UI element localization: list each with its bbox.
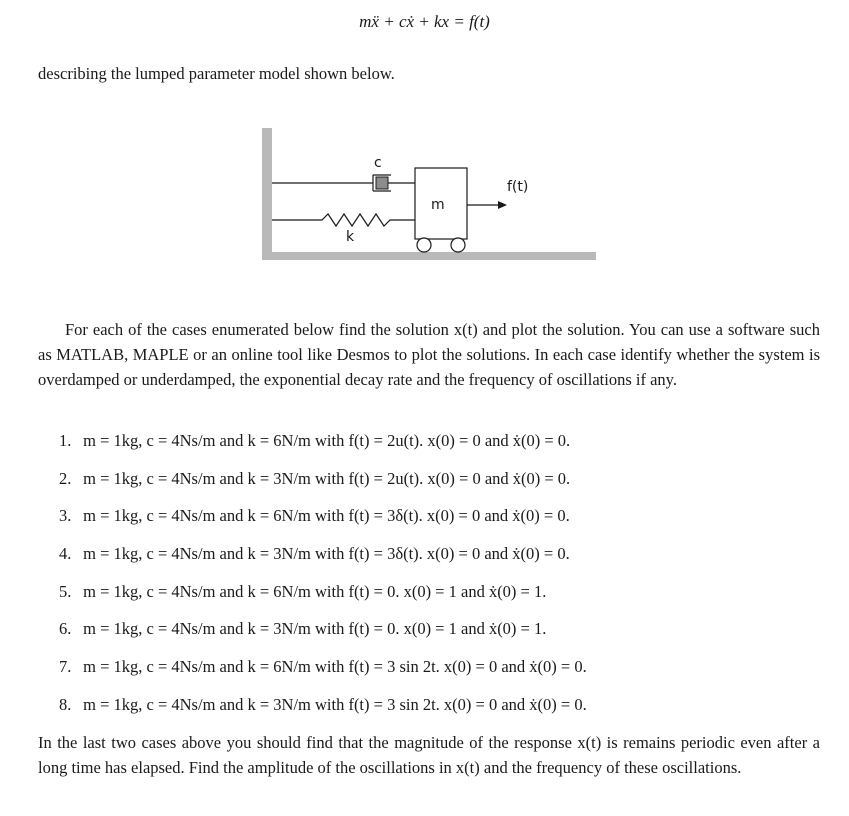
case-text: m = 1kg, c = 4Ns/m and k = 3N/m with f(t) = 2u(t). x(0) = 0 and ẋ(0) = 0.: [83, 468, 571, 488]
spring-label: k: [346, 229, 355, 245]
followup-paragraph: In the last two cases above you should find that the magnitude of the response x(t) is remains periodic even after a long time has elapsed. Find the amplitude of the oscillations in x(t) and the frequency of these oscillations.: [38, 733, 820, 777]
intro-text: describing the lumped parameter model shown below.: [38, 64, 395, 83]
force-label: f(t): [507, 179, 529, 195]
list-item: [59, 541, 587, 579]
spring: [272, 214, 415, 226]
damper-piston: [376, 177, 388, 189]
case-number: 5.: [59, 581, 72, 601]
case-number: 7.: [59, 657, 72, 677]
case-list: [59, 428, 587, 730]
list-item: [59, 654, 587, 692]
list-item: [59, 466, 587, 504]
problem-paragraph: For each of the cases enumerated below find the solution x(t) and plot the solution. You can use a software such as MATLAB, MAPLE or an online tool like Desmos to plot the solutions. In each case identify whether the system is overdamped or underdamped, the exponential decay rate and the frequency of oscillations if any.: [38, 320, 820, 389]
case-number: 6.: [59, 619, 72, 639]
case-number: 2.: [59, 468, 72, 488]
figure-svg: [258, 124, 598, 264]
list-item: [59, 692, 587, 730]
case-text: m = 1kg, c = 4Ns/m and k = 6N/m with f(t) = 3 sin 2t. x(0) = 0 and ẋ(0) = 0.: [83, 657, 587, 677]
list-item: [59, 616, 587, 654]
case-text: m = 1kg, c = 4Ns/m and k = 3N/m with f(t) = 3δ(t). x(0) = 0 and ẋ(0) = 0.: [83, 544, 570, 564]
mass-label: m: [431, 197, 445, 213]
case-text: m = 1kg, c = 4Ns/m and k = 6N/m with f(t) = 0. x(0) = 1 and ẋ(0) = 1.: [83, 581, 547, 601]
case-text: m = 1kg, c = 4Ns/m and k = 6N/m with f(t) = 3δ(t). x(0) = 0 and ẋ(0) = 0.: [83, 506, 570, 526]
case-number: 3.: [59, 506, 72, 526]
case-text: m = 1kg, c = 4Ns/m and k = 3N/m with f(t) = 0. x(0) = 1 and ẋ(0) = 1.: [83, 619, 547, 639]
case-text: m = 1kg, c = 4Ns/m and k = 3N/m with f(t) = 3 sin 2t. x(0) = 0 and ẋ(0) = 0.: [83, 694, 587, 714]
case-number: 4.: [59, 544, 72, 564]
wheel-left: [417, 238, 431, 252]
mass-spring-damper-figure: [258, 124, 598, 264]
list-item: [59, 503, 587, 541]
list-item: [59, 579, 587, 617]
force-arrow-head: [498, 201, 507, 209]
list-item: [59, 428, 587, 466]
case-number: 8.: [59, 694, 72, 714]
case-number: 1.: [59, 431, 72, 450]
wheel-right: [451, 238, 465, 252]
damper-label: c: [374, 155, 382, 171]
case-text: m = 1kg, c = 4Ns/m and k = 6N/m with f(t) = 2u(t). x(0) = 0 and ẋ(0) = 0.: [83, 431, 571, 450]
wall: [262, 128, 272, 260]
ground: [262, 252, 596, 260]
governing-equation: mẍ + cẋ + kx = f(t): [359, 12, 490, 31]
